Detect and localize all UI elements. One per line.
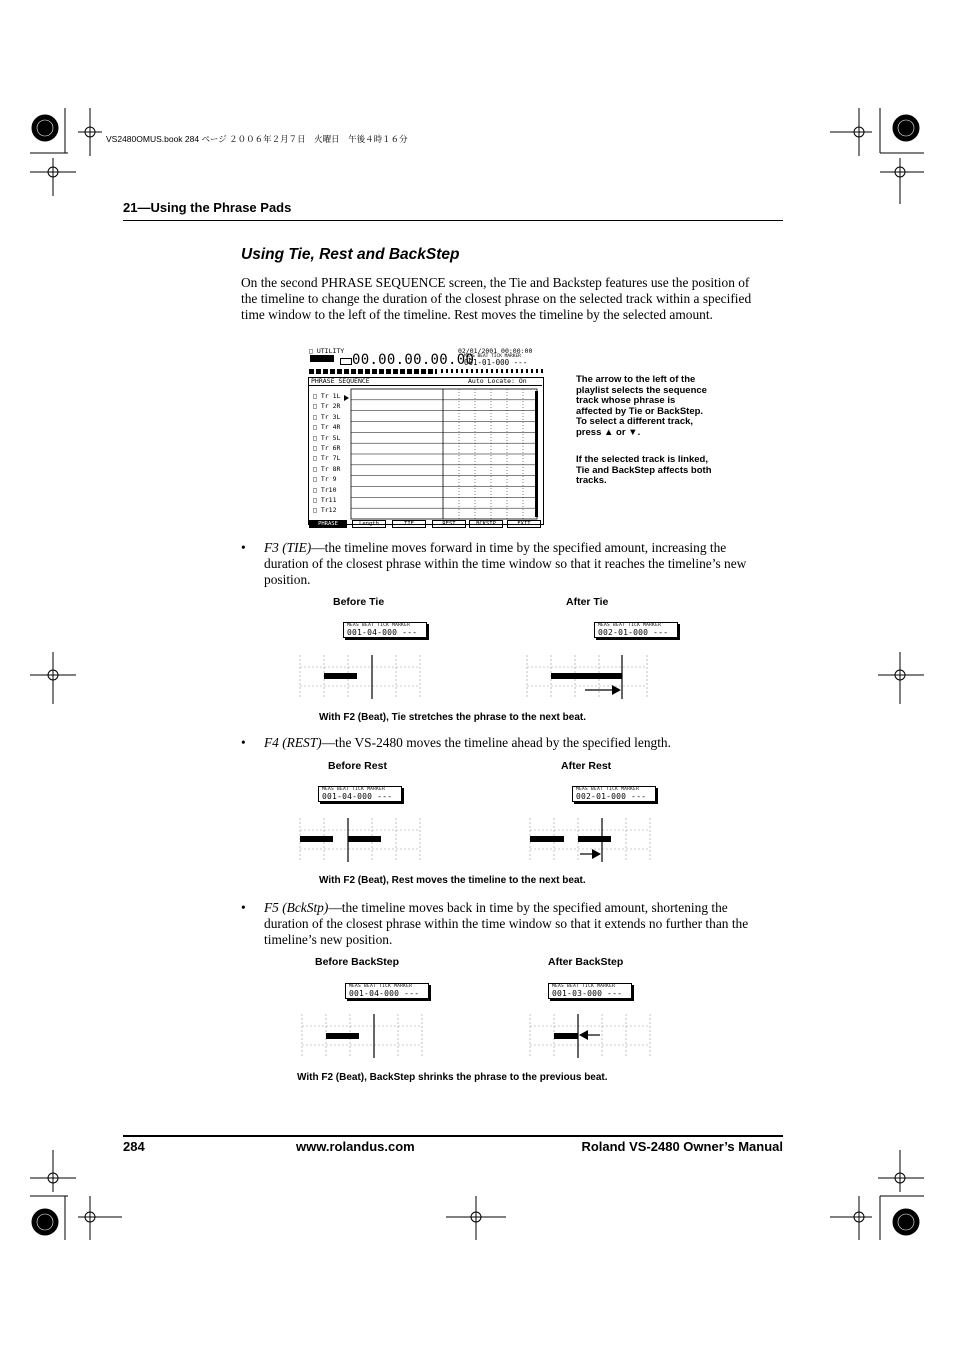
bullet-marker: • xyxy=(241,540,246,555)
lcd-track-row[interactable]: □ Tr11 xyxy=(313,496,337,504)
backstep-arrow-icon xyxy=(579,1030,588,1040)
lcd-track-row[interactable]: □ Tr10 xyxy=(313,485,337,494)
lcd-track-row[interactable]: □ Tr 3L xyxy=(313,412,341,421)
after-rest-label: After Rest xyxy=(561,760,612,772)
fkey-length[interactable]: Length xyxy=(352,520,386,528)
print-header: VS2480OMUS.book 284 ページ ２００６年２月７日 火曜日 午後４時１６分 xyxy=(106,134,408,144)
after-backstep-counter: MEAS BEAT TICK MARKER 001-03-000 --- xyxy=(548,983,632,999)
bullet-marker: • xyxy=(241,735,246,750)
lcd-track-row[interactable]: □ Tr 6R xyxy=(313,444,341,452)
lcd-track-row[interactable]: □ Tr 5L xyxy=(313,433,341,442)
lcd-big-time: 00.00.00.00.00 xyxy=(352,352,475,368)
footer-rule xyxy=(123,1135,783,1137)
manual-title: Roland VS-2480 Owner’s Manual xyxy=(581,1139,783,1154)
lcd-screen-title: PHRASE SEQUENCE xyxy=(311,377,370,385)
before-rest-counter: MEAS BEAT TICK MARKER 001-04-000 --- xyxy=(318,786,402,802)
section-title: Using Tie, Rest and BackStep xyxy=(241,246,460,263)
after-tie-label: After Tie xyxy=(566,596,609,608)
after-tie-counter: MEAS BEAT TICK MARKER 002-01-000 --- xyxy=(594,622,678,638)
bullet-backstep: F5 (BckStp)—the timeline moves back in time by the specified amount, shortening the duration of the closest phrase within the time window so that it extends no further than the timeline’s new position. xyxy=(264,900,749,947)
page-number: 284 xyxy=(123,1139,145,1154)
side-note-linked-tracks: If the selected track is linked, Tie and BackStep affects both tracks. xyxy=(576,454,712,487)
chapter-header: 21—Using the Phrase Pads xyxy=(123,200,292,215)
after-backstep-label: After BackStep xyxy=(548,956,624,968)
intro-paragraph: On the second PHRASE SEQUENCE screen, the Tie and Backstep features use the position of the timeline to change the duration of the closest phrase on the selected track within a specified time window to the left of the timeline. Rest moves the timeline by the selected amount. xyxy=(241,275,752,322)
bullet-rest: F4 (REST)—the VS-2480 moves the timeline ahead by the specified length. xyxy=(264,735,671,750)
fkey-phrase[interactable]: PHRASE xyxy=(309,520,347,528)
bullet-tie: F3 (TIE)—the timeline moves forward in time by the specified amount, increasing the duration of the closest phrase within the time window so that it reaches the timeline’s new position. xyxy=(264,540,747,587)
lcd-track-row[interactable]: □ Tr 1L xyxy=(313,392,341,400)
lcd-track-row[interactable]: □ Tr 7L xyxy=(313,454,341,463)
footer-url[interactable]: www.rolandus.com xyxy=(296,1139,415,1154)
lcd-track-row[interactable]: □ Tr 9 xyxy=(313,475,337,484)
fkey-bckstp[interactable]: BCKSTP xyxy=(469,520,503,528)
bullet-marker: • xyxy=(241,900,246,915)
before-tie-counter: MEAS BEAT TICK MARKER 001-04-000 --- xyxy=(343,622,427,638)
lcd-track-row[interactable]: □ Tr 8R xyxy=(313,464,341,473)
lcd-mode: □ UTILITY xyxy=(309,347,345,355)
lcd-date-time: 02/01/2001 00:00:00 xyxy=(458,347,533,355)
lcd-track-row[interactable]: □ Tr12 xyxy=(313,506,337,515)
tie-caption: With F2 (Beat), Tie stretches the phrase to the next beat. xyxy=(319,712,587,723)
fkey-rest[interactable]: REST xyxy=(432,520,466,528)
fkey-exit[interactable]: EXIT xyxy=(507,520,541,528)
backstep-caption: With F2 (Beat), BackStep shrinks the phrase to the previous beat. xyxy=(297,1072,608,1083)
before-backstep-counter: MEAS BEAT TICK MARKER 001-04-000 --- xyxy=(345,983,429,999)
fkey-tie[interactable]: TIE xyxy=(392,520,426,528)
lcd-counter-header: MEAS BEAT TICK MARKER xyxy=(464,354,521,359)
before-tie-label: Before Tie xyxy=(333,596,385,608)
lcd-track-row[interactable]: □ Tr 2R xyxy=(313,402,341,411)
before-rest-label: Before Rest xyxy=(328,760,387,772)
lcd-auto-locate: Auto Locate: On xyxy=(468,377,527,385)
lcd-counter-value: 001-01-000 --- xyxy=(464,358,528,367)
before-backstep-label: Before BackStep xyxy=(315,956,400,968)
after-rest-counter: MEAS BEAT TICK MARKER 002-01-000 --- xyxy=(572,786,656,802)
backstep-before-phrase xyxy=(326,1033,359,1039)
side-note-track-select: The arrow to the left of the playlist selects the sequence track whose phrase is affected by Tie or BackStep. To select a different track, press ▲ or ▼. xyxy=(576,374,707,438)
rest-caption: With F2 (Beat), Rest moves the timeline to the next beat. xyxy=(319,875,586,886)
lcd-track-row[interactable]: □ Tr 4R xyxy=(313,423,341,432)
backstep-after-phrase xyxy=(554,1033,578,1039)
